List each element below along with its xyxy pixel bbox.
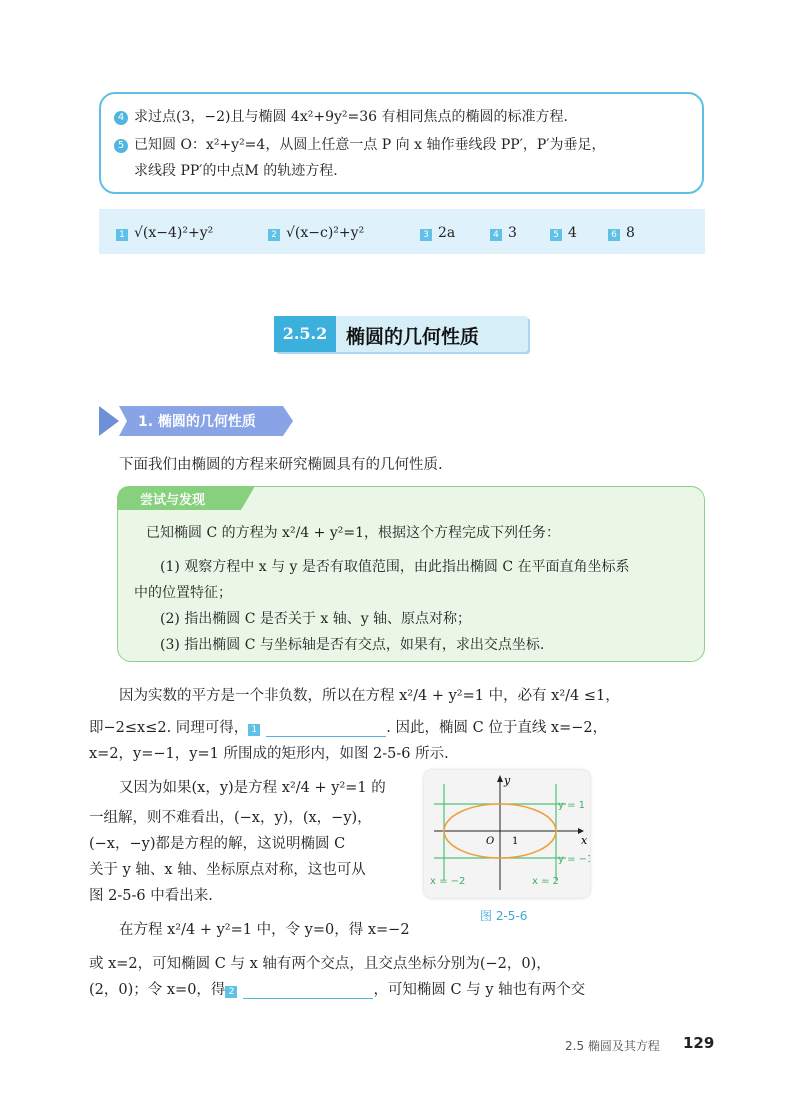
- fill-in-blank-1[interactable]: [266, 720, 386, 737]
- item-number-badge: 5: [114, 139, 128, 153]
- try-line-5: (3) 指出椭圆 C 与坐标轴是否有交点，如果有，求出交点坐标.: [160, 637, 545, 653]
- body-para-1: 因为实数的平方是一个非负数，所以在方程 x²/4 + y²=1 中，必有 x²/4 ≤1，: [119, 688, 620, 704]
- answer-3: 3 2a: [420, 225, 455, 241]
- ellipse-diagram: [424, 770, 590, 898]
- body-para-3-line-2: 或 x=2，可知椭圆 C 与 x 轴有两个交点，且交点坐标分别为(−2，0)，: [89, 956, 551, 972]
- item-number-badge: 4: [114, 111, 128, 125]
- exercise-item-5: 5 已知圆 O：x²+y²=4，从圆上任意一点 P 向 x 轴作垂线段 PP′，P′为垂足，: [114, 134, 606, 154]
- answer-4: 4 3: [490, 225, 517, 241]
- label-x-neg2: x = −2: [430, 876, 466, 887]
- try-discover-label: 尝试与发现: [140, 493, 206, 508]
- answer-5: 5 4: [550, 225, 577, 241]
- page-number: 129: [683, 1034, 715, 1052]
- body-para-2: 又因为如果(x，y)是方程 x²/4 + y²=1 的: [119, 780, 386, 796]
- fill-in-blank-2[interactable]: [243, 982, 373, 999]
- body-para-3-line-3: (2，0)；令 x=0，得 2 ，可知椭圆 C 与 y 轴也有两个交: [89, 982, 586, 998]
- exercise-item-4: 4 求过点(3，−2)且与椭圆 4x²+9y²=36 有相同焦点的椭圆的标准方程.: [114, 106, 568, 126]
- body-para-2-line-3: (−x，−y)都是方程的解，这说明椭圆 C: [89, 836, 346, 852]
- try-line-3: 中的位置特征；: [134, 585, 232, 601]
- subsection-label: 1. 椭圆的几何性质: [138, 414, 256, 430]
- figure-caption: 图 2-5-6: [480, 909, 528, 923]
- body-para-2-line-4: 关于 y 轴、x 轴、坐标原点对称，这也可从: [89, 862, 366, 878]
- answer-6: 6 8: [608, 225, 635, 241]
- intro-text: 下面我们由椭圆的方程来研究椭圆具有的几何性质.: [119, 457, 443, 473]
- blank-number: 1: [248, 724, 260, 736]
- section-title: 椭圆的几何性质: [346, 326, 480, 348]
- answer-1: 1 √(x−4)²+y²: [116, 225, 213, 241]
- body-para-2-line-5: 图 2-5-6 中看出来.: [89, 888, 213, 904]
- body-para-1-line-2: 即−2≤x≤2. 同理可得， 1 . 因此，椭圆 C 位于直线 x=−2，: [89, 720, 608, 736]
- answer-2: 2 √(x−c)²+y²: [268, 225, 364, 241]
- body-para-2-line-2: 一组解，则不难看出，(−x，y)，(x，−y)，: [89, 810, 372, 826]
- footer-section: 2.5 椭圆及其方程: [565, 1039, 660, 1053]
- y-axis-label: y: [504, 774, 511, 787]
- section-number: 2.5.2: [274, 316, 336, 352]
- blank-number: 2: [225, 986, 237, 998]
- body-para-1-line-3: x=2，y=−1，y=1 所围成的矩形内，如图 2-5-6 所示.: [89, 746, 449, 762]
- try-line-1: 已知椭圆 C 的方程为 x²/4 + y²=1，根据这个方程完成下列任务：: [146, 525, 560, 541]
- exercise-item-5-cont: 求线段 PP′的中点M 的轨迹方程.: [134, 163, 338, 179]
- body-para-3: 在方程 x²/4 + y²=1 中，令 y=0，得 x=−2: [119, 922, 410, 938]
- figure-2-5-6: [424, 770, 590, 898]
- label-y-1: y = 1: [558, 800, 586, 811]
- origin-label: O: [486, 836, 495, 847]
- label-x-2: x = 2: [532, 876, 560, 887]
- tick-one-label: 1: [512, 836, 519, 847]
- x-axis-label: x: [581, 834, 588, 847]
- try-line-4: (2) 指出椭圆 C 是否关于 x 轴、y 轴、原点对称；: [160, 611, 472, 627]
- label-y-neg1: y = −1: [558, 854, 590, 865]
- try-line-2: (1) 观察方程中 x 与 y 是否有取值范围，由此指出椭圆 C 在平面直角坐标系: [160, 559, 630, 575]
